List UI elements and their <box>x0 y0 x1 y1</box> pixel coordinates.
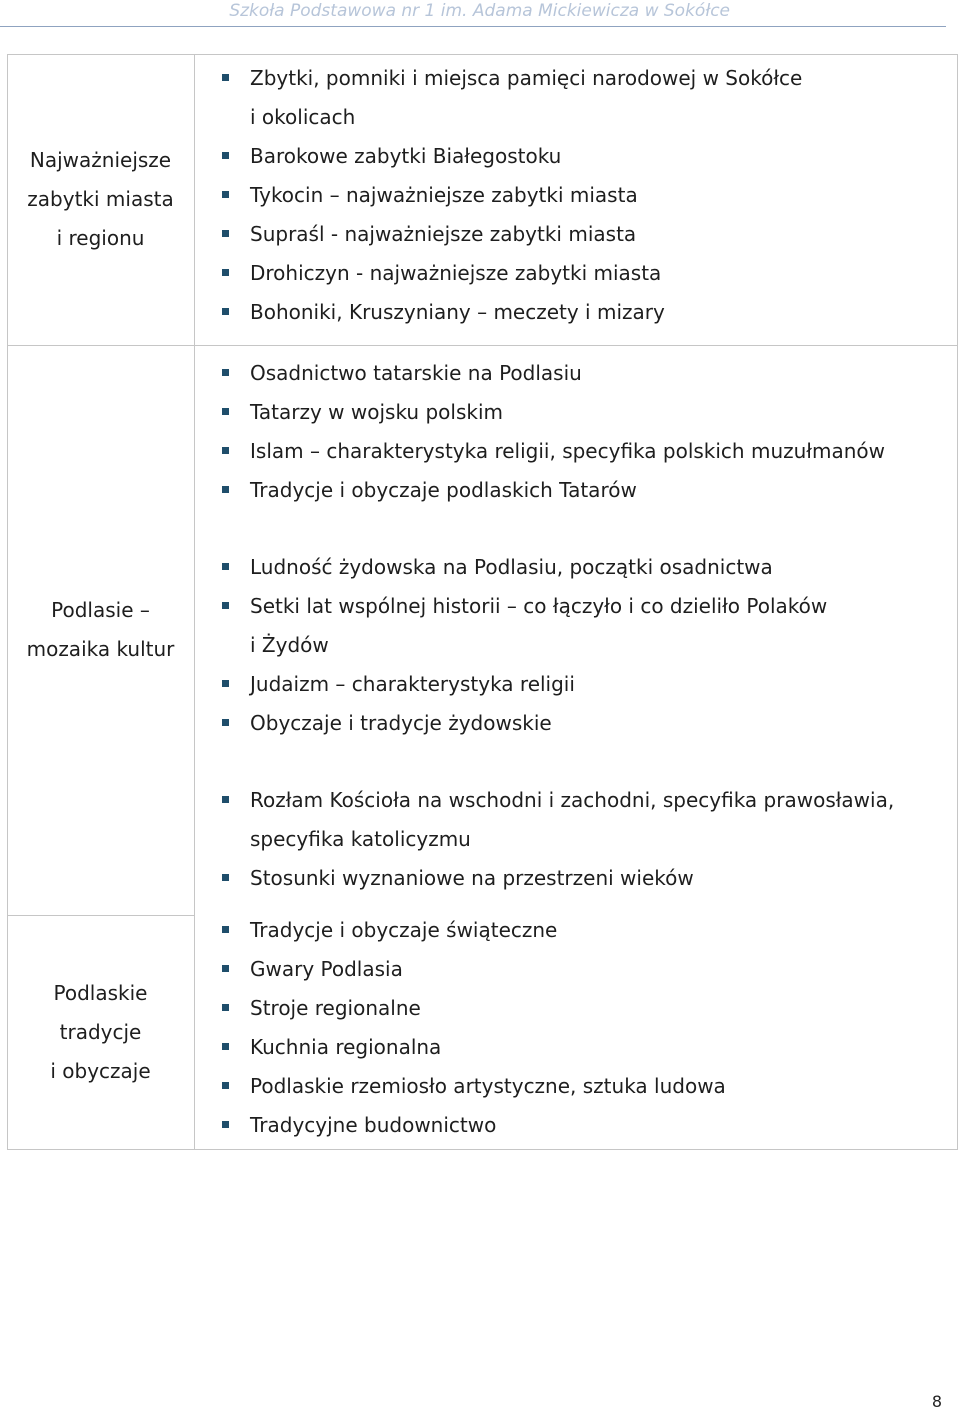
bullet-icon <box>222 796 229 803</box>
table-row: Najważniejsze zabytki miasta i regionu Zbytki, pomniki i miejsca pamięci narodowej w Sokółce i okolicach Barokowe zabytki Białegostoku Tykocin – najważniejsze zabytki miasta Supraśl - najważniejsze zabytki miasta Drohiczyn - najważniejsze zabytki miasta Bohoniki, Kruszyniany – meczety i mizary <box>7 54 958 345</box>
bullet-icon <box>222 1043 229 1050</box>
topic-label-line: i regionu <box>56 226 145 250</box>
topic-label-line: i obyczaje <box>50 1058 151 1083</box>
bullet-icon <box>222 74 229 81</box>
bullet-icon <box>222 191 229 198</box>
bullet-icon <box>222 563 229 570</box>
bullet-icon <box>222 602 229 609</box>
bullet-icon <box>222 408 229 415</box>
table-row: Podlaskie tradycje i obyczaje Tradycje i obyczaje świąteczne Gwary Podlasia Stroje regionalne Kuchnia regionalna Podlaskie rzemiosło artystyczne, sztuka ludowa Tradycyjne budownictwo <box>7 915 958 1149</box>
bullet-icon <box>222 269 229 276</box>
bullet-icon <box>222 447 229 454</box>
bullet-icon <box>222 719 229 726</box>
bullet-icon <box>222 965 229 972</box>
bullet-icon <box>222 1004 229 1011</box>
topic-label-line: tradycje <box>59 1019 142 1044</box>
topic-cell <box>7 915 194 1149</box>
bullet-icon <box>222 1121 229 1128</box>
topic-cell <box>7 345 194 915</box>
topic-cell <box>7 54 194 345</box>
topic-label-line: Podlaskie <box>53 980 148 1005</box>
table-border-bottom <box>7 1149 958 1150</box>
bullet-icon <box>222 152 229 159</box>
table-row: Podlasie – mozaika kultur Osadnictwo tatarskie na Podlasiu Tatarzy w wojsku polskim Islam – charakterystyka religii, specyfika polskich muzułmanów Tradycje i obyczaje podlaskich Tatarów Ludność żydowska na Podlasiu, początki osadnictwa Setki lat wspólnej historii – co łączyło i co dzieliło Polaków i Żydów Judaizm – charakterystyka religii Obyczaje i tradycje żydowskie Rozłam Kościoła na wschodni i zachodni, specyfika prawosławia, specyfika katolicyzmu Stosunki wyznaniowe na przestrzeni wieków <box>7 345 958 915</box>
bullet-icon <box>222 1082 229 1089</box>
bullet-icon <box>222 369 229 376</box>
bullet-icon <box>222 680 229 687</box>
bullet-icon <box>222 874 229 881</box>
page-number: 8 <box>931 1392 942 1411</box>
topic-label-line: Podlasie – <box>51 598 150 622</box>
bullet-icon <box>222 926 229 933</box>
bullet-icon <box>222 486 229 493</box>
page-header <box>0 0 946 27</box>
topic-label-line: mozaika kultur <box>26 637 175 661</box>
bullet-icon <box>222 230 229 237</box>
bullet-icon <box>222 308 229 315</box>
topic-label-line: Najważniejsze <box>29 148 172 172</box>
topic-label-line: zabytki miasta <box>27 187 174 211</box>
school-name: Szkoła Podstawowa nr 1 im. Adama Mickiewicza w Sokółce <box>229 1 730 21</box>
